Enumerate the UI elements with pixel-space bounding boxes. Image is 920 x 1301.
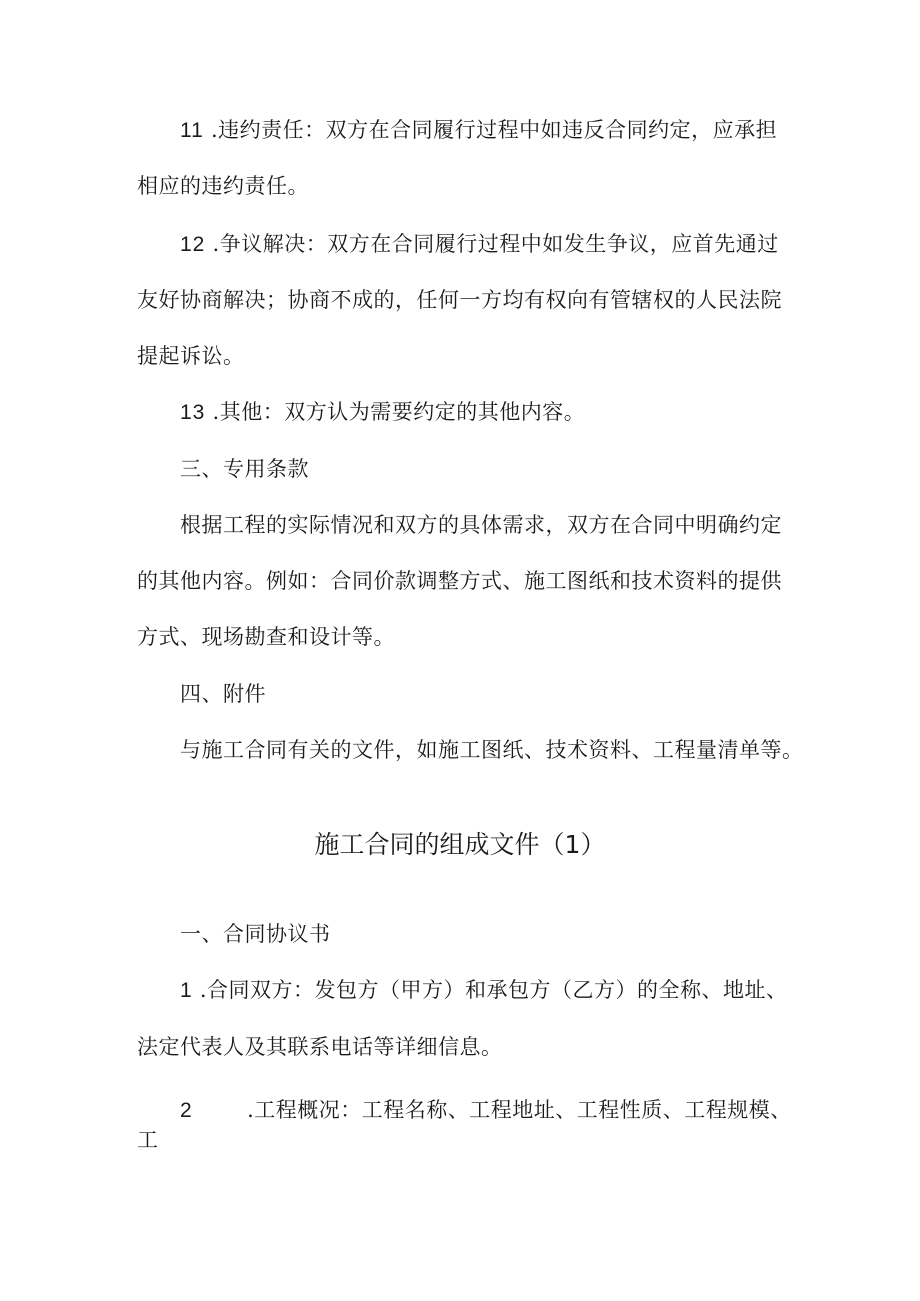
clause-12-line-3: 提起诉讼。: [137, 344, 245, 368]
clause-12-number: 12: [180, 233, 206, 256]
clause-11-text: .违约责任：双方在合同履行过程中如违反合同约定，应承担: [211, 118, 778, 142]
clause-13-text: .其他：双方认为需要约定的其他内容。: [212, 400, 586, 424]
part2-clause-2-line-1: [180, 1096, 792, 1125]
part2-clause-2-number: 2: [180, 1099, 193, 1122]
clause-11-line-2: 相应的违约责任。: [137, 174, 309, 198]
clause-12-line-2: 友好协商解决；协商不成的，任何一方均有权向有管辖权的人民法院: [137, 288, 782, 312]
section-3-line-2: 的其他内容。例如：合同价款调整方式、施工图纸和技术资料的提供: [137, 569, 782, 593]
section-3-line-3: 方式、现场勘查和设计等。: [137, 625, 395, 649]
part2-clause-2-text: .工程概况：工程名称、工程地址、工程性质、工程规模、: [247, 1098, 792, 1122]
clause-11-number: 11: [180, 119, 204, 142]
clause-13-line-1: [180, 398, 585, 427]
part2-clause-1-number: 1: [180, 979, 193, 1002]
section-4-line-1: 与施工合同有关的文件，如施工图纸、技术资料、工程量清单等。: [180, 738, 804, 762]
part2-section-1-heading: 一、合同协议书: [180, 922, 331, 946]
part2-clause-2-line-2: 工: [137, 1128, 159, 1152]
section-4-heading: 四、附件: [180, 682, 266, 706]
clause-13-number: 13: [180, 401, 206, 424]
document-title: 施工合同的组成文件（1）: [314, 830, 606, 859]
clause-11-line-1: [180, 116, 777, 145]
section-3-heading: 三、专用条款: [180, 457, 309, 481]
part2-clause-1-line-2: 法定代表人及其联系电话等详细信息。: [137, 1035, 503, 1059]
clause-12-line-1: [180, 230, 779, 259]
section-3-line-1: 根据工程的实际情况和双方的具体需求，双方在合同中明确约定: [180, 513, 782, 537]
clause-12-text: .争议解决：双方在合同履行过程中如发生争议，应首先通过: [212, 232, 779, 256]
part2-clause-1-line-1: [180, 976, 788, 1005]
part2-clause-1-text: .合同双方：发包方（甲方）和承包方（乙方）的全称、地址、: [199, 978, 788, 1002]
